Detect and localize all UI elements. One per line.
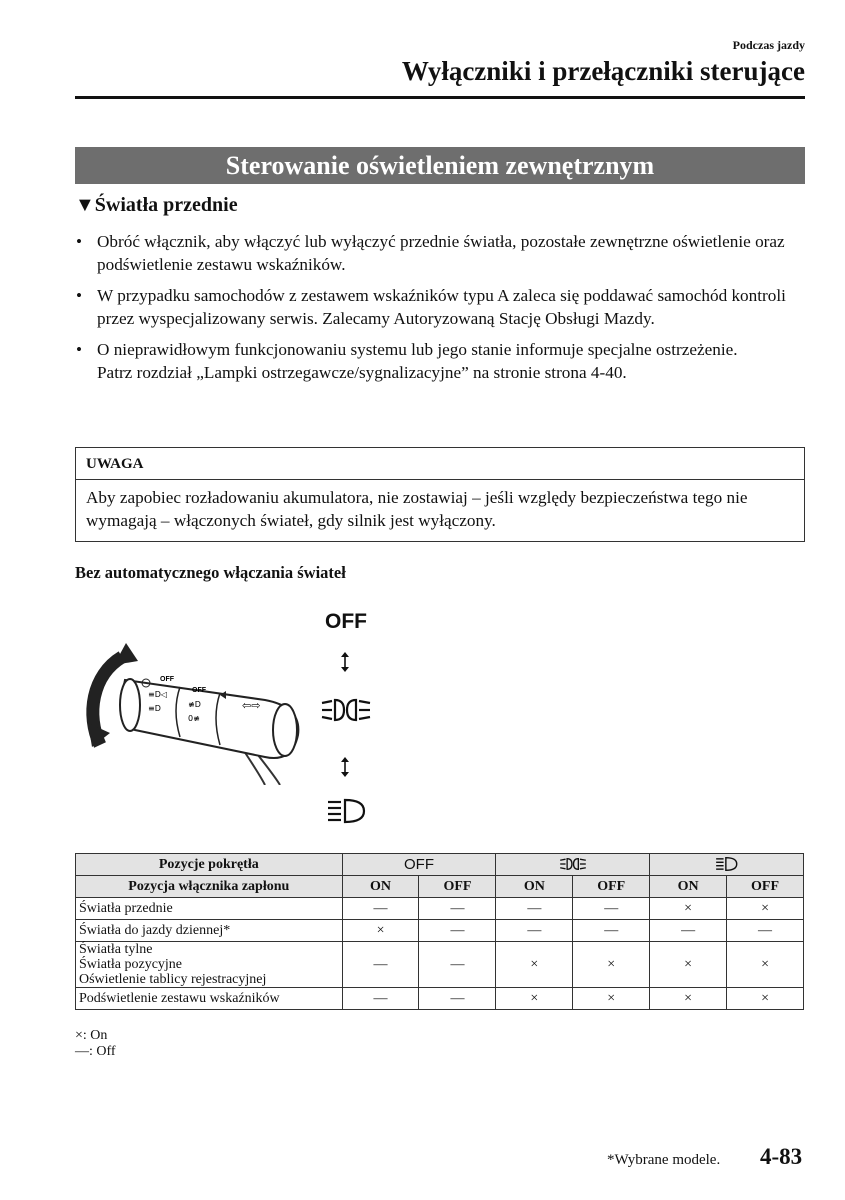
up-down-arrow-icon <box>339 757 351 777</box>
column-header: ON <box>496 876 573 898</box>
svg-text:≡D◁: ≡D◁ <box>148 690 168 699</box>
page-title: Wyłączniki i przełączniki sterujące <box>401 56 805 86</box>
bullet-icon: • <box>76 232 83 251</box>
page-number: 4-83 <box>760 1144 803 1169</box>
table-cell: — <box>573 898 650 920</box>
table-cell: — <box>342 942 419 988</box>
table-cell: × <box>650 898 727 920</box>
column-header <box>650 854 804 876</box>
table-cell: × <box>496 988 573 1010</box>
notice-box <box>75 447 805 542</box>
column-header: OFF <box>573 876 650 898</box>
table-cell: × <box>650 988 727 1010</box>
legend-off: —: Off <box>75 1044 116 1059</box>
table-cell: × <box>342 920 419 942</box>
row-label: Światła do jazdy dziennej* <box>76 920 343 942</box>
column-header: ON <box>650 876 727 898</box>
column-header: Pozycje pokrętła <box>76 854 343 876</box>
bullet-icon: • <box>76 286 83 305</box>
table-cell: × <box>650 942 727 988</box>
up-down-arrow-icon <box>339 652 351 672</box>
table-cell: — <box>727 920 804 942</box>
column-header: OFF <box>727 876 804 898</box>
table-row <box>76 988 804 1010</box>
table-cell: × <box>573 988 650 1010</box>
table-row <box>76 920 804 942</box>
row-label: Światła tylne Światła pozycyjne Oświetlenie tablicy rejestracyjnej <box>76 942 343 988</box>
footnote: *Wybrane modele. <box>607 1152 721 1168</box>
table-cell: — <box>419 898 496 920</box>
table-cell: × <box>573 942 650 988</box>
table-legend <box>75 1028 116 1060</box>
table-cell: × <box>727 942 804 988</box>
list-item <box>75 231 787 276</box>
lights-table <box>75 853 804 1010</box>
table-row <box>76 942 804 988</box>
svg-text:≡D: ≡D <box>148 704 161 713</box>
parking-lights-icon <box>556 856 590 872</box>
table-cell: × <box>727 988 804 1010</box>
table-cell: — <box>342 898 419 920</box>
table-cell: — <box>419 920 496 942</box>
bullet-list <box>75 231 787 393</box>
column-header <box>496 854 650 876</box>
triangle-down-icon: ▼ <box>75 194 95 216</box>
svg-text:0≢: 0≢ <box>188 714 200 723</box>
table-row <box>76 898 804 920</box>
bullet-icon: • <box>76 340 83 359</box>
table-cell: — <box>496 920 573 942</box>
table-cell: × <box>727 898 804 920</box>
list-item <box>75 339 787 384</box>
figure-caption: Bez automatycznego włączania świateł <box>75 563 346 582</box>
table-cell: — <box>419 942 496 988</box>
column-header: ON <box>342 876 419 898</box>
running-head: Podczas jazdy <box>732 38 805 52</box>
table-header-row <box>76 876 804 898</box>
table-cell: — <box>573 920 650 942</box>
headlights-icon <box>714 856 740 872</box>
table-cell: — <box>650 920 727 942</box>
row-label: Światła przednie <box>76 898 343 920</box>
reference-text: Patrz rozdział „Lampki ostrzegawcze/sygnalizacyjne” na stronie strona 4-40. <box>97 362 627 382</box>
off-position-label: OFF <box>325 610 367 633</box>
subheading <box>75 194 238 217</box>
svg-text:OFF: OFF <box>192 687 206 694</box>
table-cell: — <box>496 898 573 920</box>
table-cell: — <box>342 988 419 1010</box>
svg-text:OFF: OFF <box>160 676 174 683</box>
bullet-text: W przypadku samochodów z zestawem wskaźników typu A zaleca się poddawać samochód kontroli przez wyspecjalizowany serwis. Zalecamy Autoryzowaną Stację Obsługi Mazdy. <box>97 286 786 328</box>
column-header: OFF <box>419 876 496 898</box>
subheading-text: Światła przednie <box>94 194 238 216</box>
headlights-icon <box>326 797 368 825</box>
column-header: Pozycja włącznika zapłonu <box>76 876 343 898</box>
table-cell: — <box>419 988 496 1010</box>
column-header: OFF <box>342 854 496 876</box>
notice-heading: UWAGA <box>76 448 804 480</box>
table-cell: × <box>496 942 573 988</box>
row-label: Podświetlenie zestawu wskaźników <box>76 988 343 1010</box>
bullet-text: O nieprawidłowym funkcjonowaniu systemu lub jego stanie informuje specjalne ostrzeżenie. <box>97 340 738 359</box>
notice-text: Aby zapobiec rozładowaniu akumulatora, nie zostawiaj – jeśli względy bezpieczeństwa tego nie wymagają – włączonych świateł, gdy silnik jest wyłączony. <box>86 488 748 530</box>
lever-icon <box>80 635 310 785</box>
legend-on: ×: On <box>75 1028 108 1043</box>
table-header-row <box>76 854 804 876</box>
section-title: Sterowanie oświetleniem zewnętrznym <box>75 147 805 184</box>
header-rule <box>75 96 805 99</box>
svg-text:⇦⇨: ⇦⇨ <box>242 699 261 712</box>
svg-text:≢D: ≢D <box>188 700 201 709</box>
list-item <box>75 285 787 330</box>
parking-lights-icon <box>320 695 372 725</box>
bullet-text: Obróć włącznik, aby włączyć lub wyłączyć przednie światła, pozostałe zewnętrzne oświetlenie oraz podświetlenie zestawu wskaźników. <box>97 232 785 274</box>
